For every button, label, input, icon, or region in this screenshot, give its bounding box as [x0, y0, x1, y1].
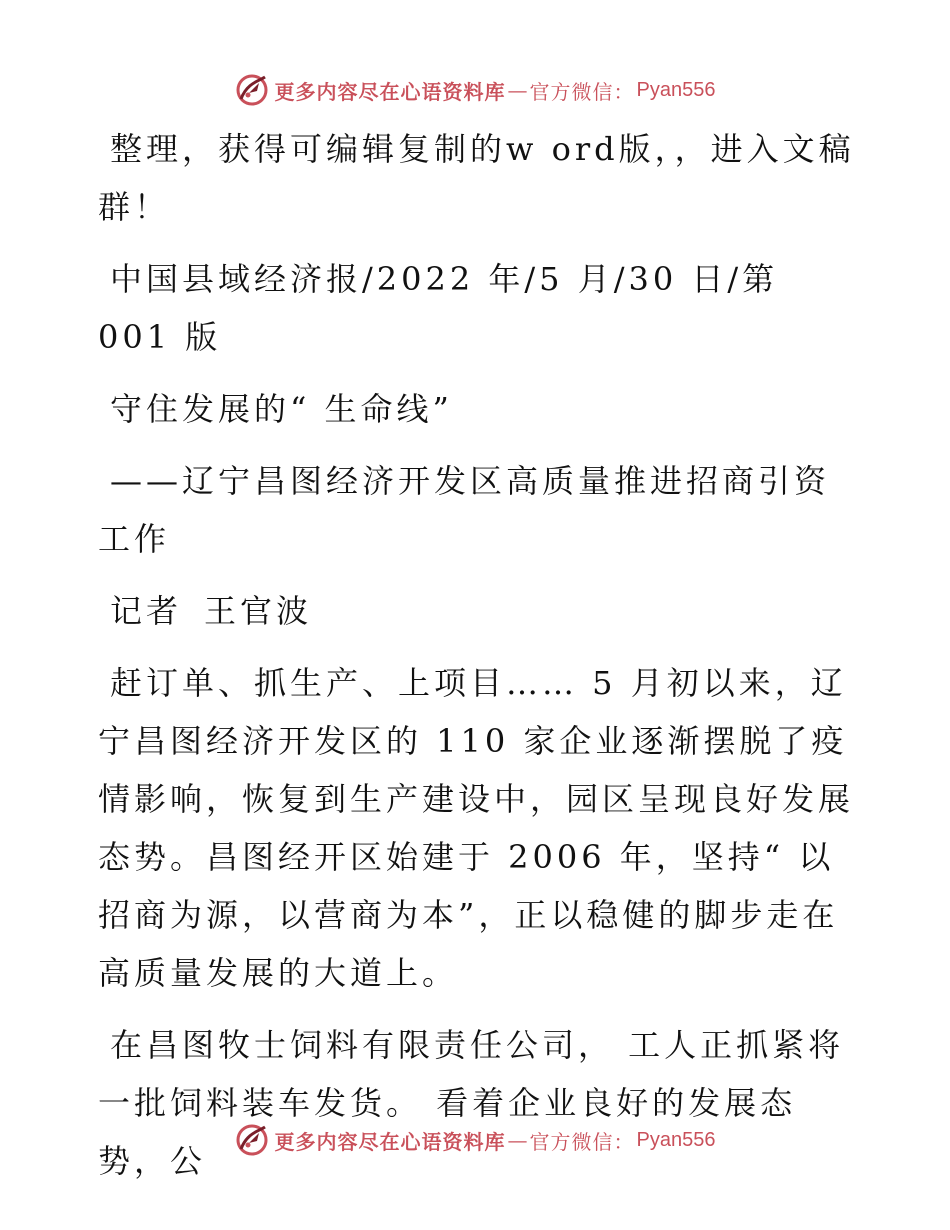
- pen-swirl-logo-icon: [235, 1123, 269, 1157]
- header-watermark-banner: [0, 70, 950, 110]
- banner-site-text: 更多内容尽在心语资料库: [274, 1129, 506, 1154]
- body-paragraph-2: 在昌图牧士饲料有限责任公司， 工人正抓紧将一批饲料装车发货。 看着企业良好的发展态势，公: [98, 1026, 845, 1180]
- document-body: [98, 120, 858, 1190]
- byline-name: 王官波: [204, 592, 313, 630]
- body-paragraph-1: 赶订单、抓生产、上项目…… 5 月初以来，辽宁昌图经济开发区的 110 家企业逐渐摆脱了疫情影响，恢复到生产建设中，园区呈现良好发展态势。昌图经开区始建于 2006 年，坚持“ 以招商为源，以营商为本”，正以稳健的脚步走在高质量发展的大道上。: [98, 664, 855, 992]
- pen-swirl-logo-icon: [235, 73, 269, 107]
- banner-dash: —: [507, 78, 528, 102]
- article-title: 守住发展的“ 生命线”: [110, 390, 453, 428]
- banner-wechat-id: Pyan556: [636, 78, 716, 101]
- banner-wechat-label: 官方微信：: [529, 1129, 635, 1154]
- banner-dash: —: [507, 1128, 528, 1152]
- banner-wechat-label: 官方微信：: [529, 79, 635, 104]
- byline-role: 记者: [110, 592, 183, 630]
- intro-paragraph: 整理，获得可编辑复制的w ord版，，进入文稿群！: [98, 130, 855, 226]
- article-subtitle: ——辽宁昌图经济开发区高质量推进招商引资工作: [98, 462, 831, 558]
- banner-wechat-id: Pyan556: [636, 1128, 716, 1151]
- source-line: 中国县域经济报/2022 年/5 月/30 日/第 001 版: [98, 260, 779, 356]
- byline: [98, 582, 858, 640]
- footer-watermark-banner: [0, 1120, 950, 1160]
- banner-site-text: 更多内容尽在心语资料库: [274, 79, 506, 104]
